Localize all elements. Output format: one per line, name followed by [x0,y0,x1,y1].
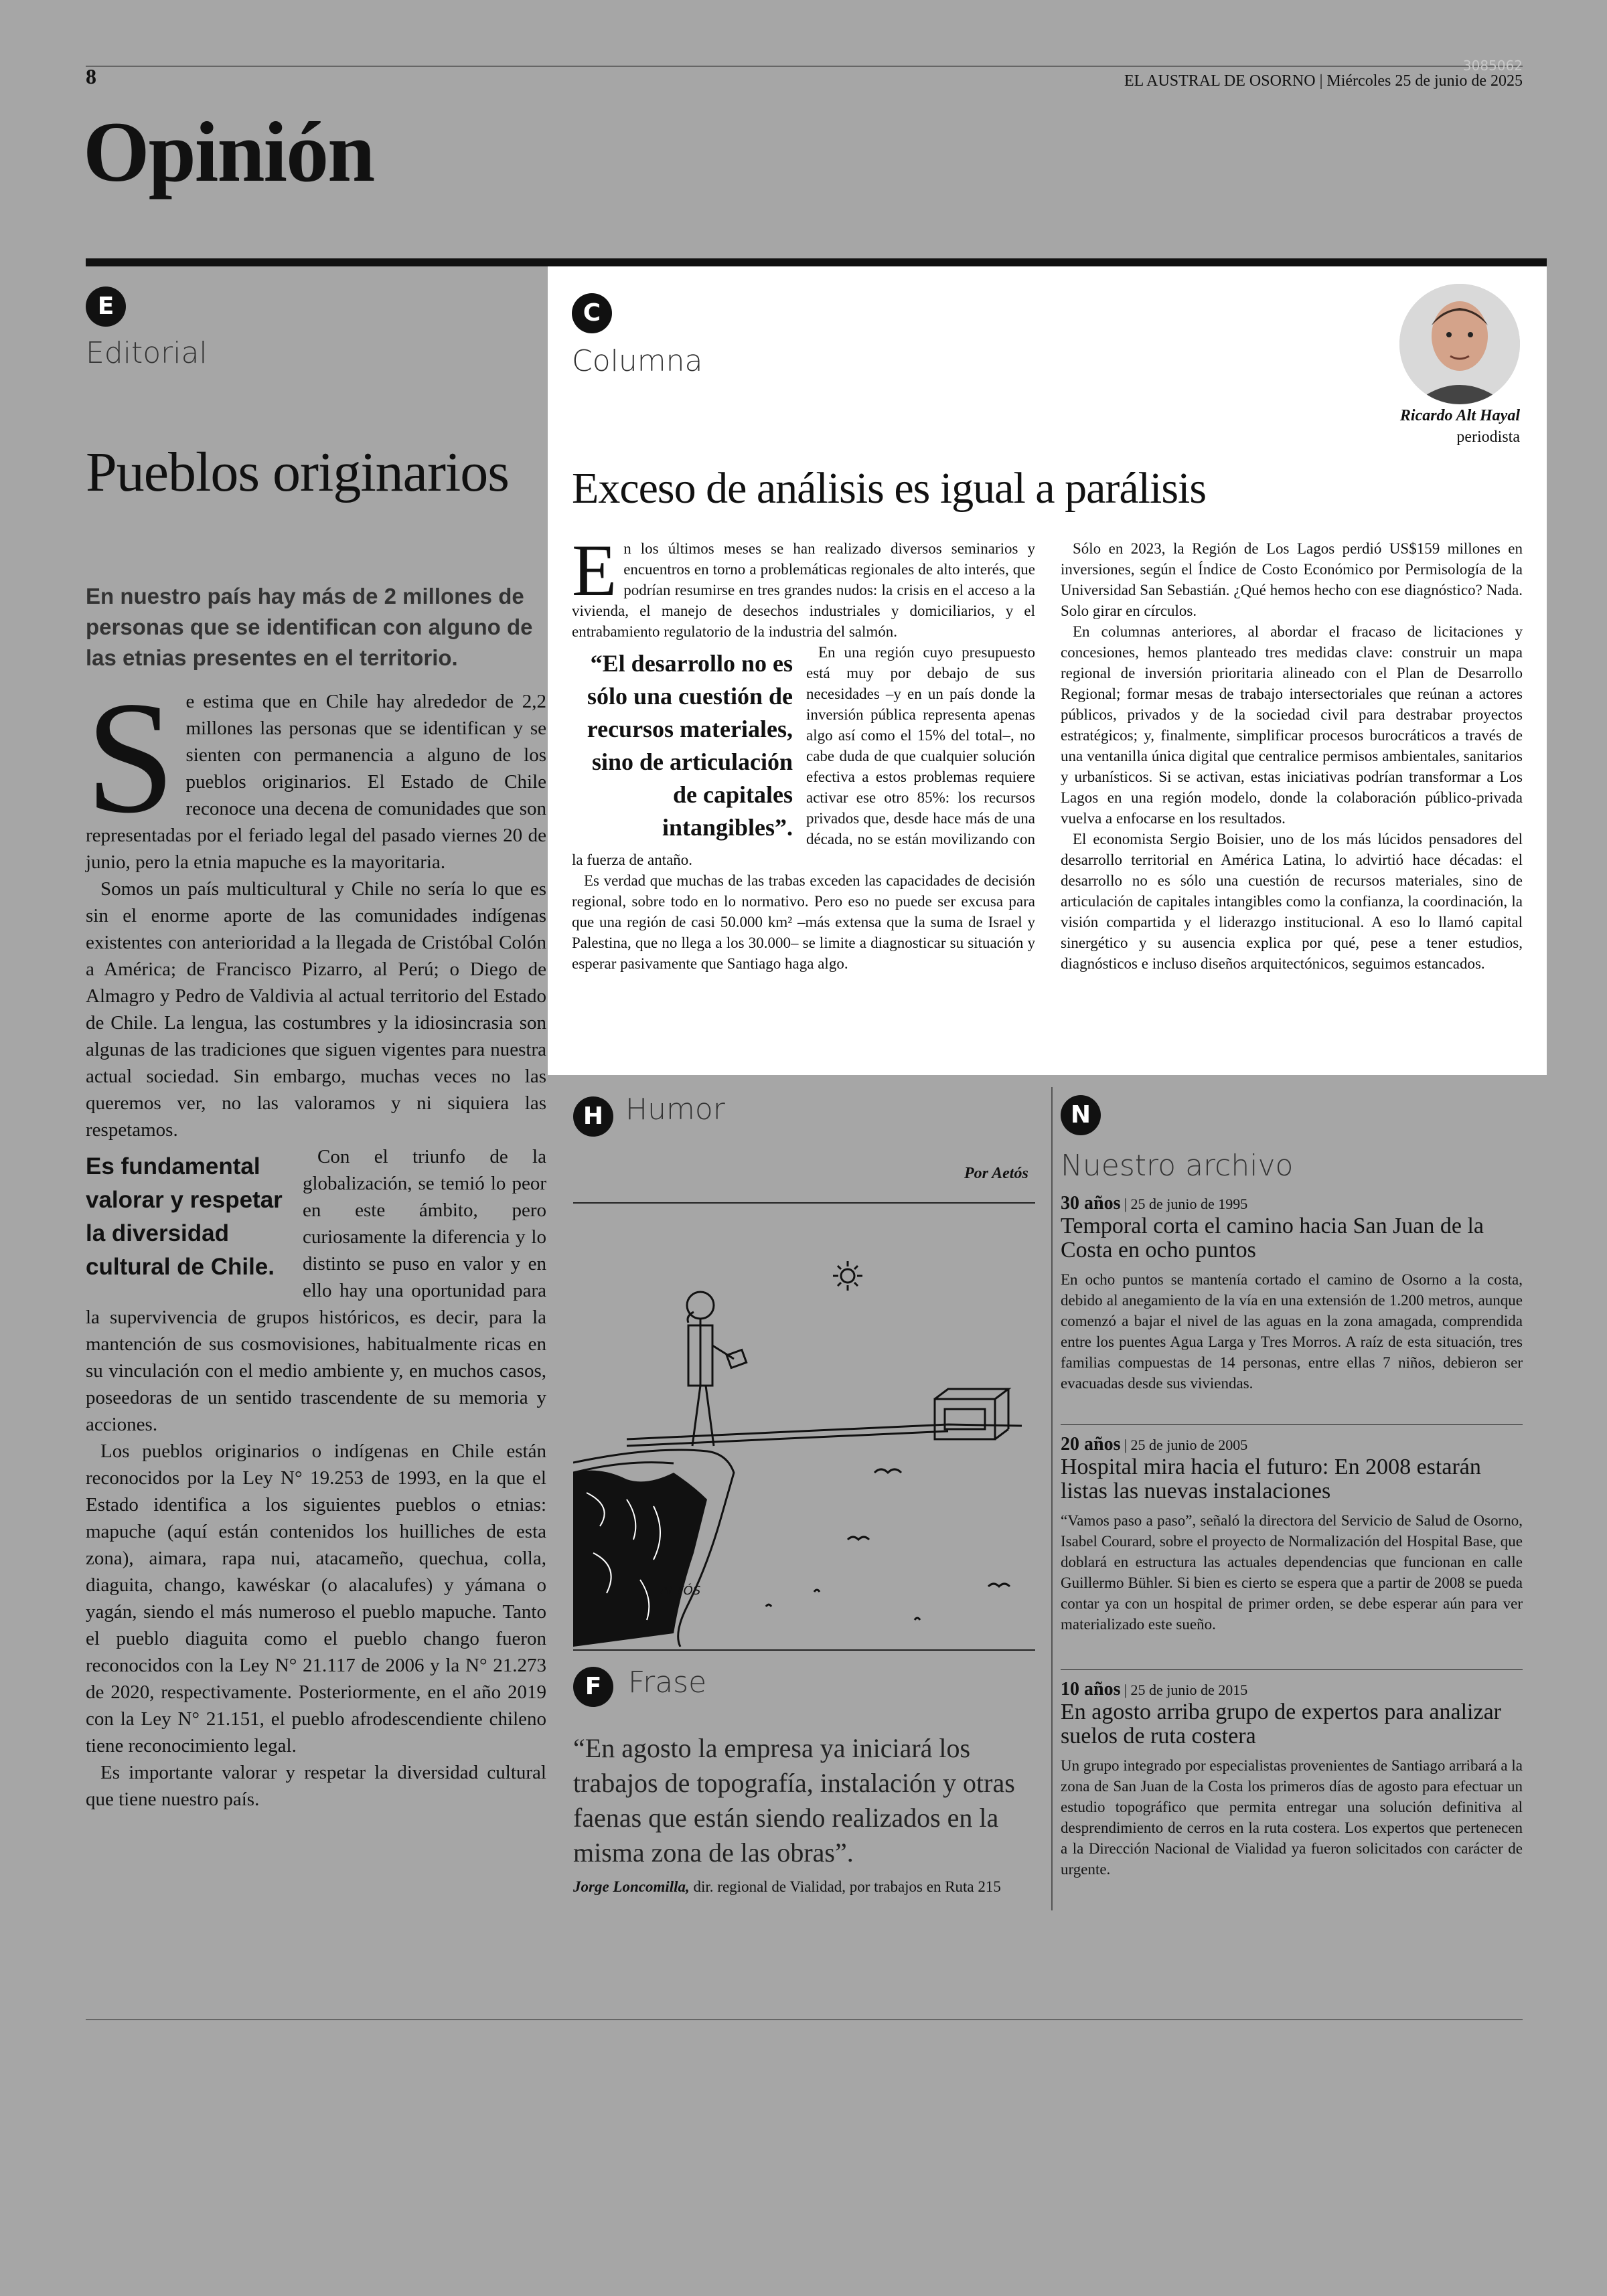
column-kicker: Columna [572,344,703,378]
section-rule [86,258,548,266]
masthead: EL AUSTRAL DE OSORNO | Miércoles 25 de junio de 2025 [1124,72,1523,90]
author-name: Ricardo Alt Hayal [1399,407,1520,424]
archive-rule [1061,1669,1523,1670]
section-title: Opinión [83,104,374,199]
archive-item-1 [1061,1193,1523,1394]
cartoon-signature: AETÓS [660,1584,701,1598]
editorial-title: Pueblos originarios [86,441,509,503]
top-rule [86,66,1523,67]
archive-years: 10 años [1061,1679,1121,1700]
archive-text: En ocho puntos se mantenía cortado el camino de Osorno a la costa, debido al anegamiento de la vía en una extensión de 1.200 metros, aunque comenzó a bajar el nivel de las aguas en la zona amagada, comprendida entre los puentes Agua Larga y Tres Morros. A raíz de esta situación, tres familias compuestas de 14 personas, entre ellas 7 niños, debieron ser evacuadas desde sus viviendas. [1061,1271,1523,1392]
column-title: Exceso de análisis es igual a parálisis [572,464,1207,513]
frase-attribution [573,1878,1035,1896]
editorial-badge: E [86,286,126,327]
editorial-dropcap: S [86,668,175,846]
archive-headline: Temporal corta el camino hacia San Juan de la Costa en ocho puntos [1061,1214,1484,1262]
author-portrait-icon [1399,284,1520,404]
archive-badge: N [1061,1095,1101,1135]
column-body-right [1061,538,1523,974]
archive-years: 20 años [1061,1434,1121,1455]
archive-item-2 [1061,1434,1523,1635]
editorial-paragraph-3: Con el triunfo de la globalización, se temió lo peor en este ámbito, pero curiosamente la diferencia y lo distinto se puso en valor y en ello hay una oportunidad para la supervivencia de grupos históricos, es decir, para la mantención de sus cosmovisiones, habitualmente ricas en su vinculación con el medio ambiente y, en muchos casos, poseedoras de un sentido trascendente de su memoria y acciones. [86,1146,546,1435]
cartoon-drawing-icon [573,1205,1035,1647]
cartoon [573,1205,1035,1647]
archive-text: Un grupo integrado por especialistas provenientes de Santiago arribará a la zona de San Juan de la Costa los primeros días de agosto para efectuar un estudio topográfico que permita entregar una solución definitiva al desprendimiento de cerros en la ruta costera. Los expertos que pertenecen a la Dirección Nacional de Vialidad ya fueron solicitados con carácter de urgente. [1061,1757,1523,1878]
column-body-left [572,529,1035,974]
column-badge: C [572,293,612,333]
frase-badge: F [573,1667,613,1707]
archive-years: 30 años [1061,1193,1121,1214]
humor-badge: H [573,1096,613,1137]
frase-attribution-name: Jorge Loncomilla, [573,1878,690,1895]
author-role: periodista [1456,428,1520,446]
archive-date: | 25 de junio de 1995 [1124,1196,1248,1212]
column-paragraph-6: El economista Sergio Boisier, uno de los más lúcidos pensadores del desarrollo territorial en América Latina, lo advirtió hace décadas: el desarrollo no es sólo una cuestión de recursos materiales, sino de articulación de capitales intangibles como la confianza, la coordinación, la visión compartida y el liderazgo institucional. A eso lo llamó capital sinergético y su ausencia explica por qué, pese a tener estudios, diagnósticos e incluso diseños arquitectónicos, seguimos estancados. [1061,831,1523,972]
column-paragraph-5: En columnas anteriores, al abordar el fracaso de licitaciones y concesiones, hemos planteado tres medidas clave: construir un mapa regional de inversión prioritaria alineado con el Plan de Desarrollo Regional; formar mesas de trabajo intersectoriales que reúnan a actores públicos, privados y de la sociedad civil para destrabar proyectos estratégicos; y, finalmente, simplificar procesos burocráticos a través de una ventanilla única digital que centralice permisos ambientales, sanitarios y urbanísticos. Si se activan, estas iniciativas podrían transformar a Los Lagos en una región modelo, donde la colaboración público-privada vuelva a enfocarse en los resultados. [1061,623,1523,827]
archive-date: | 25 de junio de 2005 [1124,1437,1248,1453]
author-photo [1399,284,1520,404]
frase-attribution-role: dir. regional de Vialidad, por trabajos en Ruta 215 [689,1878,1001,1895]
archive-rule [1061,1424,1523,1425]
column-paragraph-2: En una región cuyo presupuesto está muy por debajo de sus necesidades –y en un país donde la inversión pública representa apenas algo así como el 15% del total–, no cabe duda de que cualquier solución efectiva a estos problemas requiere activar ese otro 85%: los recursos privados que, desde hace más de una década, no se están movilizando con la fuerza de antaño. [572,644,1035,868]
editorial-body [86,668,546,1813]
column-box [548,258,1547,1075]
column-paragraph-4: Sólo en 2023, la Región de Los Lagos perdió US$159 millones en inversiones, según el Índice de Costo Económico por Permisología de la Universidad San Sebastián. ¿Qué hemos hecho con ese diagnóstico? Nada. Solo girar en círculos. [1061,540,1523,619]
editorial-deck: En nuestro país hay más de 2 millones de personas que se identifican con alguno de las etnias presentes en el territorio. [86,584,533,670]
editorial-paragraph-2: Somos un país multicultural y Chile no sería lo que es sin el enorme aporte de las comunidades indígenas existentes con anterioridad a la llegada de Cristóbal Colón a América; de Francisco Pizarro, al Perú; o Diego de Almagro y Pedro de Valdivia al actual territorio del Estado de Chile. La lengua, las costumbres y la idiosincrasia son algunas de las tradiciones que siguen vigentes para nuestra actual sociedad. Sin embargo, muchas veces no las queremos ver, no las valoramos y ni siquiera las respetamos. [86,878,546,1141]
editorial-paragraph-1: e estima que en Chile hay alrededor de 2,2 millones las personas que se identifican y se sienten con permanencia a alguno de los pueblos originarios. El Estado de Chile reconoce una decena de comunidades que son representadas por el feriado legal del pasado viernes 20 de junio, pero la etnia mapuche es la mayoritaria. [86,691,546,873]
column-top-rule [548,258,1547,266]
frase-quote: “En agosto la empresa ya iniciará los trabajos de topografía, instalación y otras faenas que están siendo realizados en la misma zona de las obras”. [573,1733,1015,1868]
column-dropcap: E [572,529,617,611]
page-number: 8 [86,64,96,88]
archive-item-3 [1061,1679,1523,1880]
humor-byline: Por Aetós [964,1165,1028,1182]
editorial-paragraph-5: Es importante valorar y respetar la diversidad cultural que tiene nuestro país. [86,1762,546,1810]
column-divider [1051,1087,1053,1910]
humor-rule-bottom [573,1649,1035,1651]
archive-headline: En agosto arriba grupo de expertos para analizar suelos de ruta costera [1061,1700,1501,1748]
archive-text: “Vamos paso a paso”, señaló la directora del Servicio de Salud de Osorno, Isabel Courard, sobre el proyecto de Normalización del Hospital Base, que doblará en estructura las actuales dependencias que funcionan en calle Guillermo Bühler. Si bien es cierto se espera que a partir de 2008 se pueda contar ya con un hospital de primer orden, se debe esperar aún para ver materializado este sueño. [1061,1512,1523,1633]
frase-kicker: Frase [628,1665,707,1700]
column-paragraph-3: Es verdad que muchas de las trabas exceden las capacidades de decisión regional, sobre todo en lo normativo. Pero eso no puede ser excusa para que una región de casi 50.000 km² –más extensa que la suma de Israel y Palestina, que no llega a los 30.000– se limite a diagnosticar su situación y esperar pasivamente que Santiago haga algo. [572,872,1035,972]
column-pullquote: “El desarrollo no es sólo una cuestión de recursos materiales, sino de articulación de capitales intangibles”. [587,650,793,841]
column-paragraph-1: n los últimos meses se han realizado diversos seminarios y encuentros en torno a problemáticas regionales de alto interés, que podrían resumirse en tres grandes nudos: la crisis en el acceso a la vivienda, el manejo de desechos industriales y domiciliarios, y el entrabamiento regulatorio de la industria del salmón. [572,540,1035,640]
humor-kicker: Humor [625,1092,725,1127]
editorial-pullquote: Es fundamental valorar y respetar la diversidad cultural de Chile. [86,1153,283,1280]
archive-headline: Hospital mira hacia el futuro: En 2008 estarán listas las nuevas instalaciones [1061,1455,1481,1503]
bottom-rule [86,2019,1523,2020]
archive-date: | 25 de junio de 2015 [1124,1682,1248,1698]
editorial-kicker: Editorial [86,336,208,370]
barcode-number: 3085062 [1462,58,1523,74]
archive-kicker: Nuestro archivo [1061,1149,1294,1183]
humor-rule-top [573,1202,1035,1204]
editorial-paragraph-4: Los pueblos originarios o indígenas en Chile están reconocidos por la Ley N° 19.253 de 1993, en la que el Estado identifica a los siguientes pueblos o etnias: mapuche (aquí están contenidos los huilliches de esta zona), aimara, rapa nui, atacameño, quechua, colla, diaguita, chango, kawéskar (o alacalufes) y yámana o yagán, siendo el más numeroso el pueblo mapuche. Tanto el pueblo diaguita como el pueblo chango fueron reconocidos con la Ley N° 21.117 de 2006 y la N° 21.273 de 2020, respectivamente. Posteriormente, en el año 2019 con la Ley N° 21.151, el pueblo afrodescendiente chileno tiene reconocimiento legal. [86,1441,546,1756]
